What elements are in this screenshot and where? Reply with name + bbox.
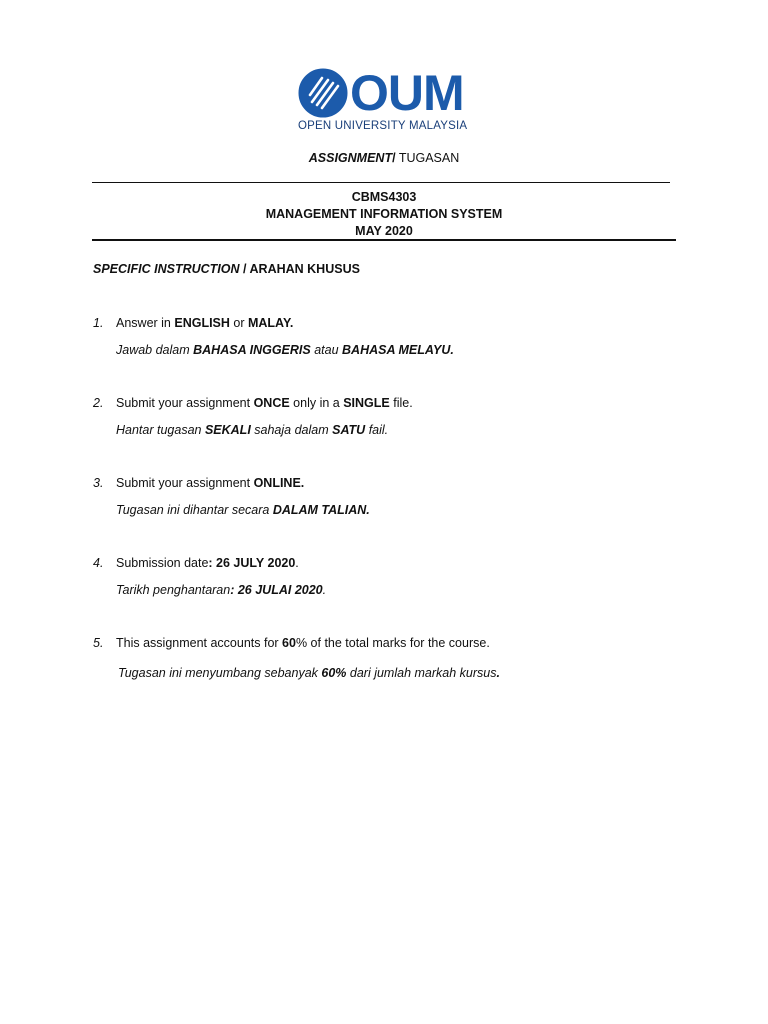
item-number: 4. <box>93 556 104 570</box>
item-number: 3. <box>93 476 104 490</box>
instruction-english: Answer in ENGLISH or MALAY. <box>116 316 294 330</box>
university-name: OPEN UNIVERSITY MALAYSIA <box>298 120 468 132</box>
instruction-malay: Tugasan ini dihantar secara DALAM TALIAN. <box>116 503 370 517</box>
item-number: 5. <box>93 636 104 650</box>
specific-en: SPECIFIC INSTRUCTION <box>93 262 240 276</box>
title-en: ASSIGNMENT <box>308 151 393 165</box>
semester: MAY 2020 <box>355 224 413 238</box>
specific-instruction-heading <box>93 262 360 276</box>
bottom-divider <box>92 239 676 241</box>
title-my: TUGASAN <box>395 151 460 165</box>
instruction-malay: Tarikh penghantaran: 26 JULAI 2020. <box>116 583 327 597</box>
instruction-english: Submission date: 26 JULY 2020. <box>116 556 299 570</box>
specific-my: ARAHAN KHUSUS <box>249 262 360 276</box>
instruction-malay: Jawab dalam BAHASA INGGERIS atau BAHASA MELAYU. <box>116 343 454 357</box>
instruction-english: Submit your assignment ONLINE. <box>116 476 305 490</box>
item-number: 1. <box>93 316 104 330</box>
instruction-english: This assignment accounts for 60% of the total marks for the course. <box>116 636 490 650</box>
specific-separator: / <box>239 262 250 276</box>
course-code: CBMS4303 <box>351 190 417 204</box>
instruction-malay: Tugasan ini menyumbang sebanyak 60% dari jumlah markah kursus. <box>118 666 500 680</box>
oum-globe-icon <box>298 68 348 118</box>
title-separator: / <box>392 151 396 165</box>
oum-wordmark: OUM <box>350 65 464 121</box>
top-divider <box>92 182 670 183</box>
item-number: 2. <box>93 396 104 410</box>
instruction-malay: Hantar tugasan SEKALI sahaja dalam SATU fail. <box>116 423 389 437</box>
document-title <box>0 151 768 165</box>
oum-logo <box>298 65 474 136</box>
course-name: MANAGEMENT INFORMATION SYSTEM <box>265 207 503 221</box>
instruction-english: Submit your assignment ONCE only in a SINGLE file. <box>116 396 413 410</box>
